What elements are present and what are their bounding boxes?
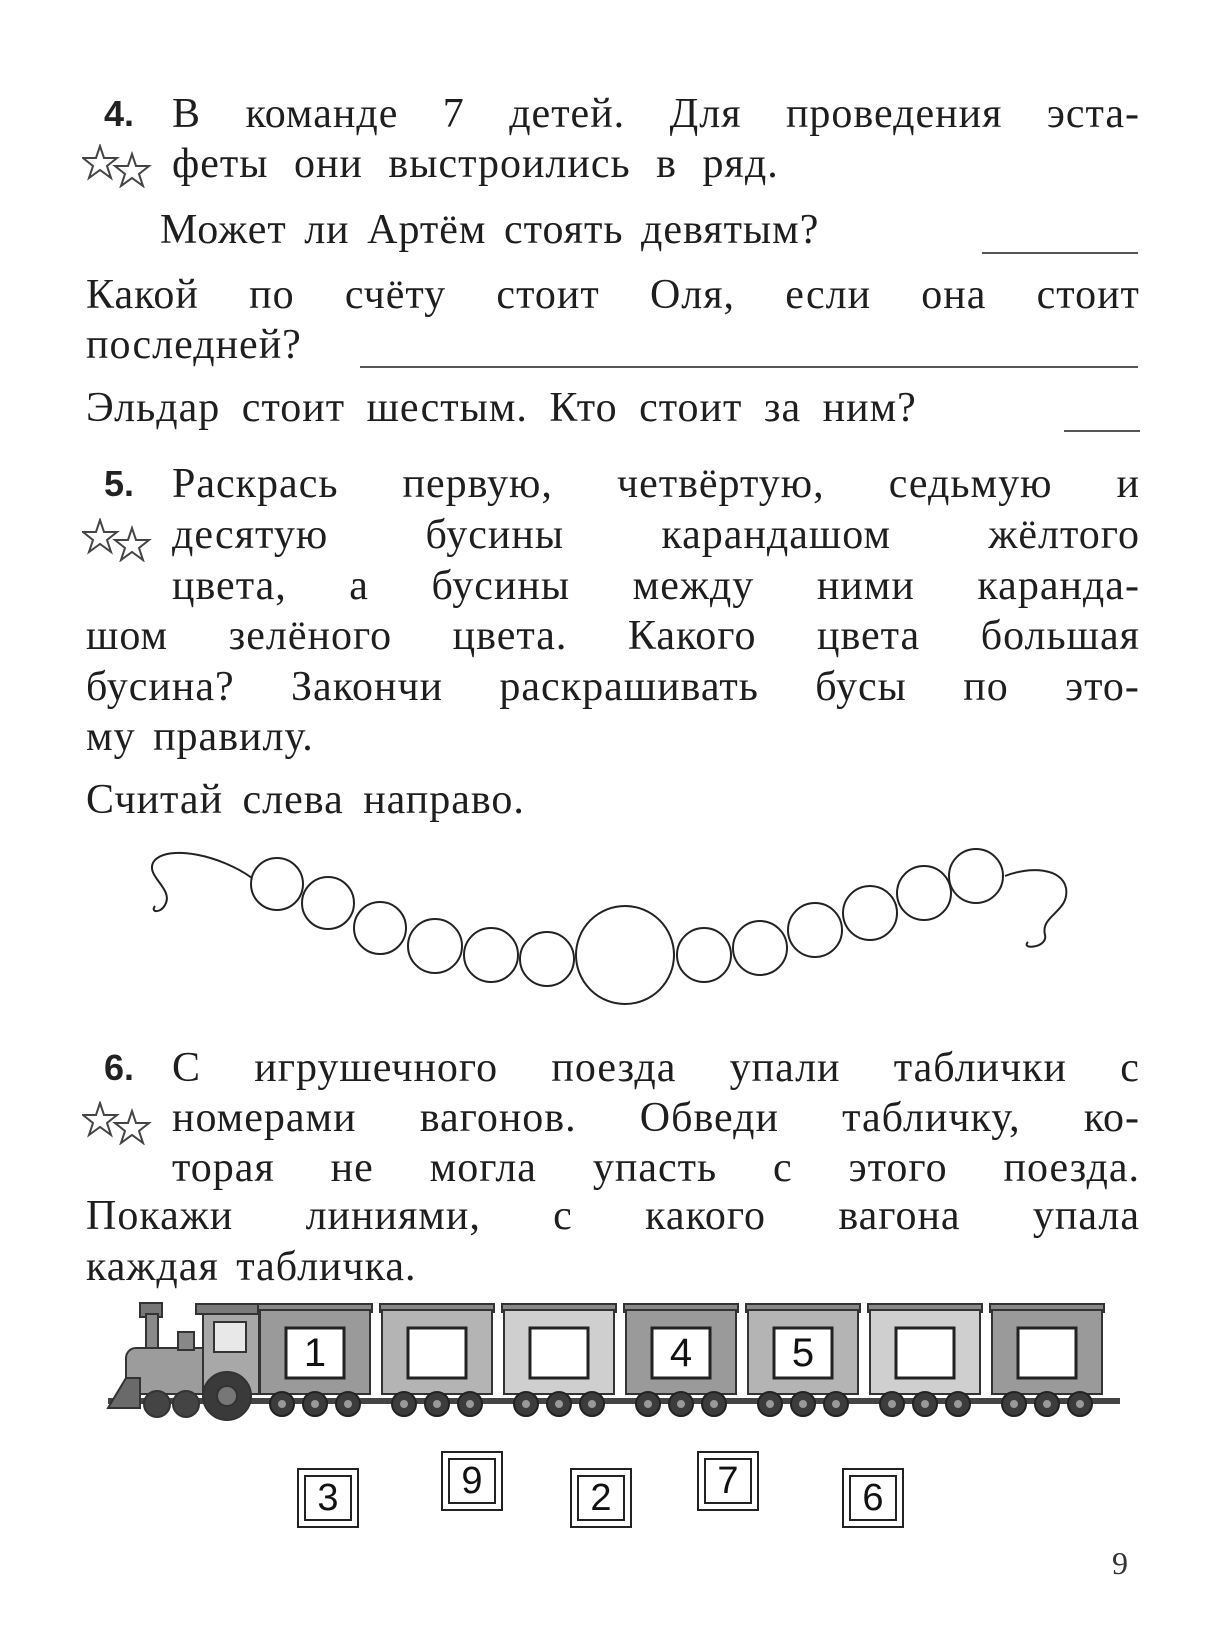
fallen-plate[interactable] (570, 1468, 632, 1528)
task-5-line-3: цвета, а бусины между ними каранда- (172, 563, 1140, 609)
wagon-number: 1 (303, 1331, 327, 1375)
task-5-line-4: шом зелёного цвета. Какого цвета большая (86, 613, 1140, 659)
fallen-plate-number: 6 (849, 1475, 897, 1521)
fallen-plate-number: 9 (448, 1458, 496, 1504)
page-number: 9 (1112, 1545, 1128, 1581)
task-4-question-1: Может ли Артём стоять девятым? (160, 207, 820, 253)
task-5-line-1: Раскрась первую, четвёртую, седьмую и (172, 461, 1140, 507)
wagon-number (896, 1328, 954, 1378)
task-5-instruction: Считай слева направо. (86, 777, 525, 823)
task-5-line-6: му правилу. (86, 714, 314, 760)
task-5-number: 5. (104, 463, 135, 504)
task-6-line-1: С игрушечного поезда упали таблички с (172, 1045, 1140, 1091)
locomotive (108, 1303, 264, 1420)
task-5-line-2: десятую бусины карандашом жёлтого (172, 512, 1140, 558)
fallen-plate-number: 7 (704, 1458, 752, 1504)
task-4-line-2: феты они выстроились в ряд. (172, 141, 779, 187)
task-4-line-1: В команде 7 детей. Для проведения эста- (172, 91, 1140, 137)
task-6-number: 6. (104, 1047, 135, 1088)
task-5-line-5: бусина? Закончи раскрашивать бусы по это- (86, 664, 1140, 710)
fallen-plate[interactable] (441, 1451, 503, 1511)
fallen-plate-number: 2 (577, 1475, 625, 1521)
task-4-question-2: Какой по счёту стоит Оля, если она стоит (86, 272, 1140, 318)
task-4-number: 4. (104, 93, 135, 134)
task-6-line-3: торая не могла упасть с этого поезда. (172, 1145, 1140, 1191)
task-6-line-2: номерами вагонов. Обведи табличку, ко- (172, 1095, 1140, 1141)
task-4-question-3: Эльдар стоит шестым. Кто стоит за ним? (86, 385, 917, 431)
wagon-number: 4 (669, 1331, 693, 1375)
fallen-plate-number: 3 (304, 1475, 352, 1521)
wagon-number (530, 1328, 588, 1378)
wagon-number (1018, 1328, 1076, 1378)
task-4-question-2-cont: последней? (86, 322, 302, 368)
fallen-plate[interactable] (297, 1468, 359, 1528)
wagon-number: 5 (791, 1331, 815, 1375)
wagon-number (408, 1328, 466, 1378)
fallen-plate[interactable] (842, 1468, 904, 1528)
fallen-plate[interactable] (697, 1451, 759, 1511)
task-6-line-5: каждая табличка. (86, 1244, 417, 1290)
task-6-line-4: Покажи линиями, с какого вагона упала (86, 1193, 1140, 1239)
